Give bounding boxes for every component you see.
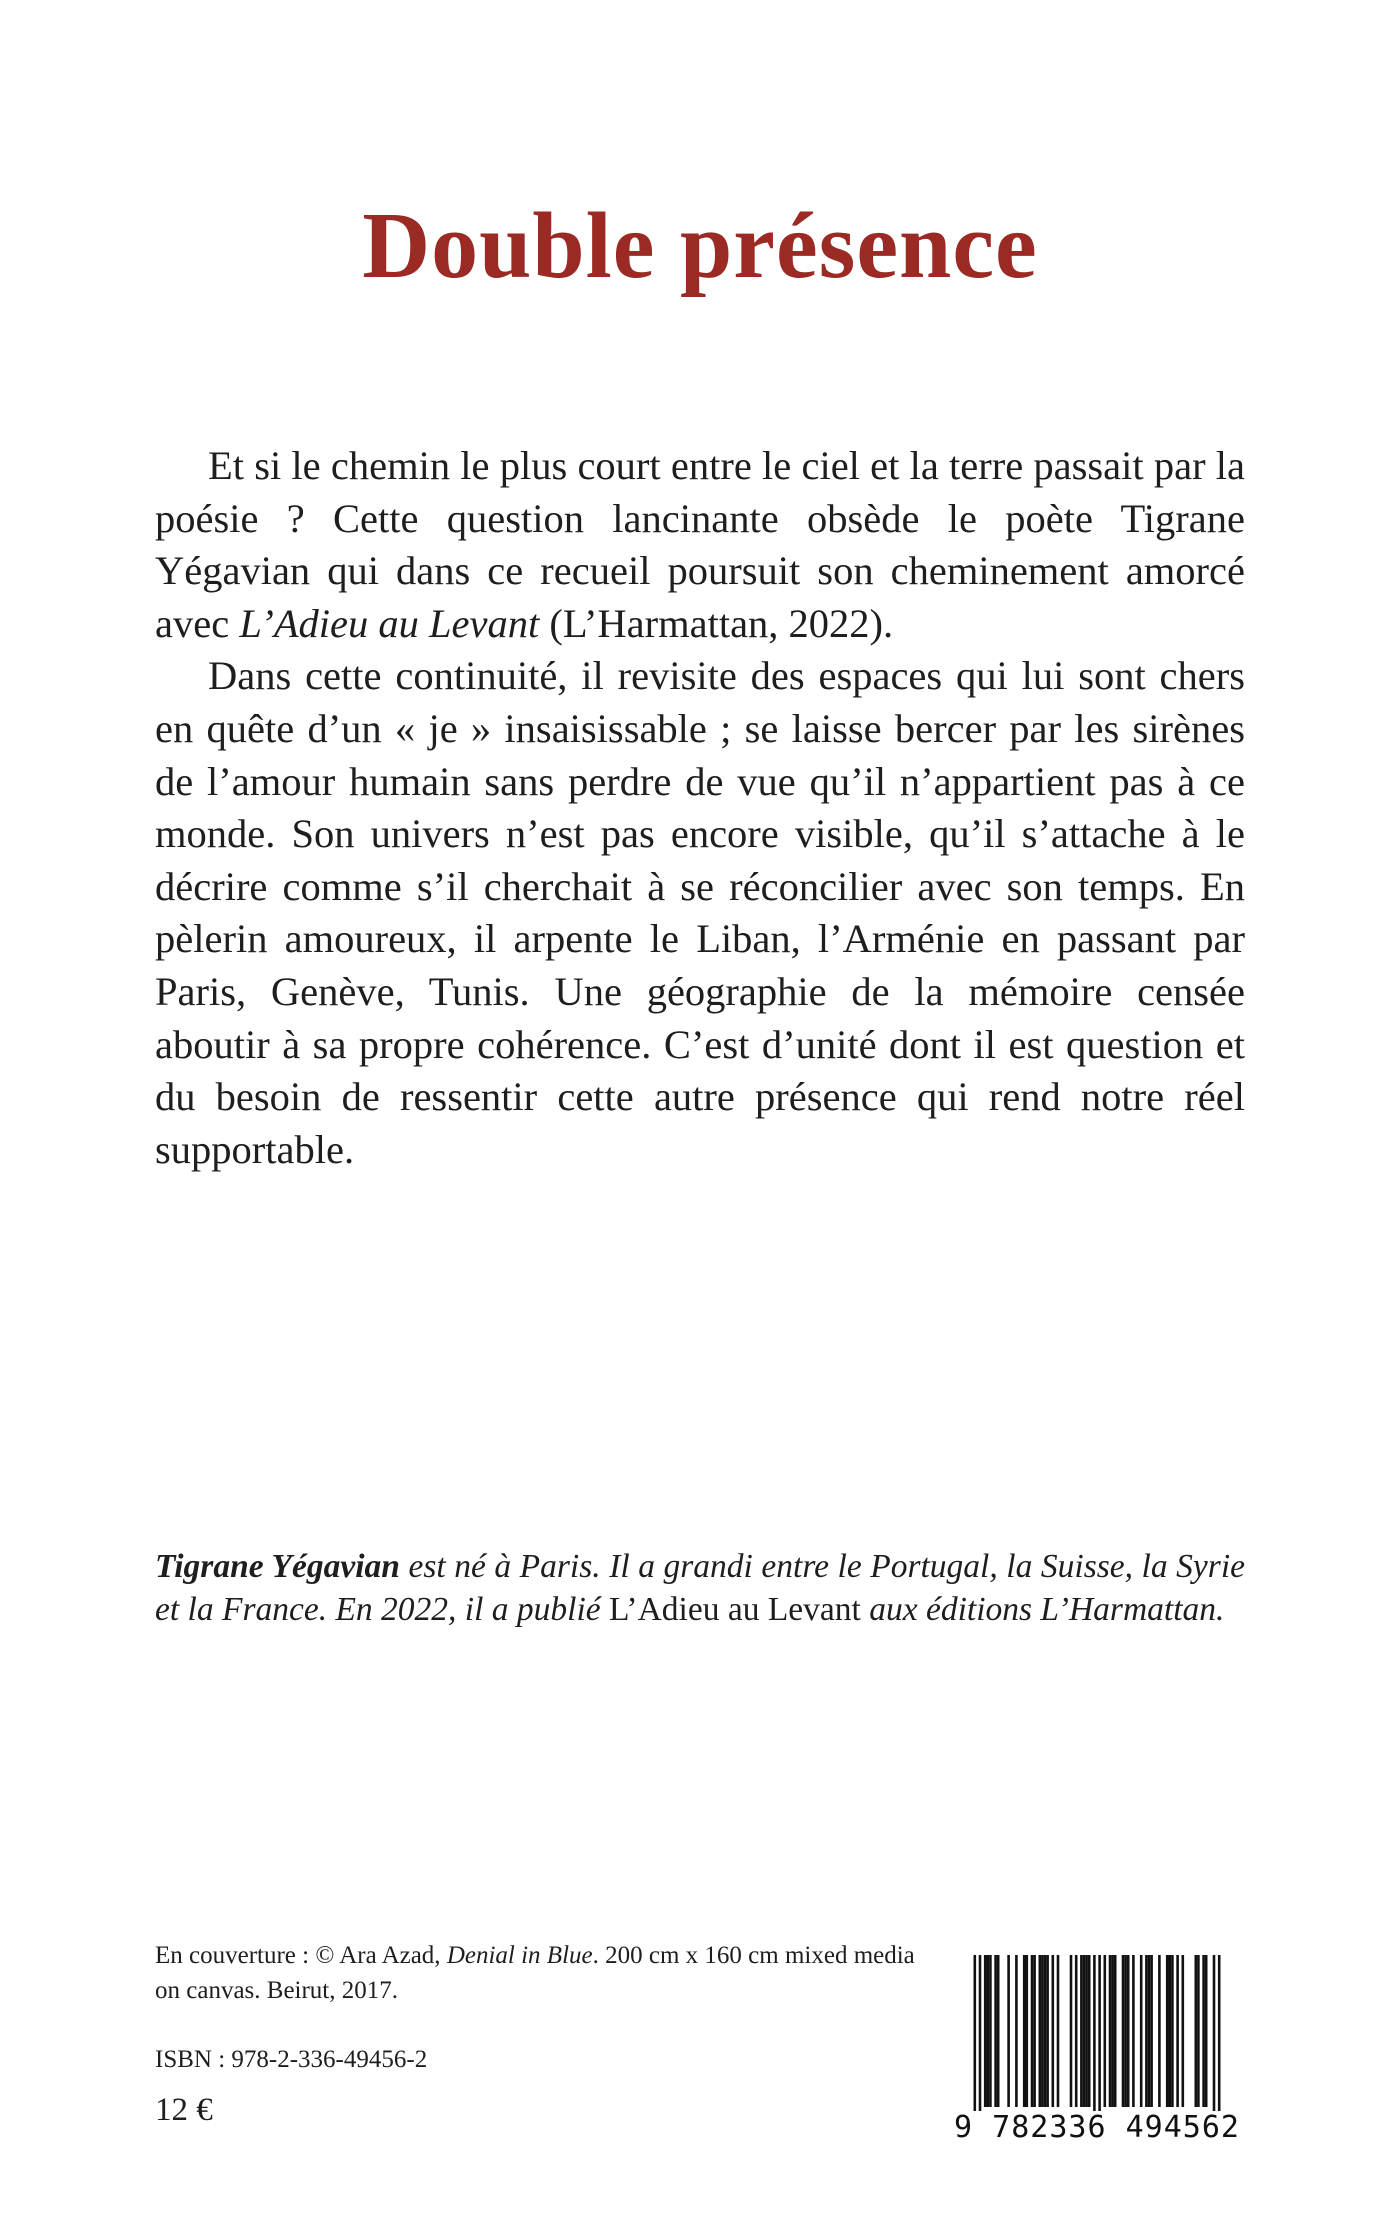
barcode-bar bbox=[1015, 1955, 1018, 2107]
barcode-bar bbox=[974, 1955, 977, 2115]
barcode-bars bbox=[947, 1955, 1247, 2115]
barcode-bar bbox=[1132, 1955, 1135, 2107]
barcode-bar bbox=[1085, 1955, 1088, 2107]
barcode-bar bbox=[1171, 1955, 1174, 2107]
barcode-bar bbox=[1031, 1955, 1034, 2107]
author-name: Tigrane Yégavian bbox=[155, 1548, 400, 1585]
barcode-bar bbox=[1166, 1955, 1169, 2107]
barcode-bar bbox=[987, 1955, 990, 2107]
barcode-bar bbox=[1070, 1955, 1073, 2107]
blurb-paragraph-1 bbox=[155, 440, 1245, 650]
barcode-bar bbox=[997, 1955, 1000, 2107]
book-title: Double présence bbox=[362, 193, 1038, 298]
blurb-p1-start: Et si le chemin le plus court entre le ciel et la terre passait par la poésie ? Cette question lancinante obsède le poète Tigrane Yégavian qui dans ce recueil poursuit son cheminement amorcé avec bbox=[155, 443, 1245, 646]
barcode-bar bbox=[1202, 1955, 1205, 2107]
barcode-bar bbox=[1044, 1955, 1047, 2107]
barcode-bar bbox=[1041, 1955, 1044, 2107]
credits-artwork-title: Denial in Blue bbox=[446, 1942, 593, 1969]
barcode-bar bbox=[1218, 1955, 1221, 2115]
barcode-bar bbox=[1098, 1955, 1101, 2115]
barcode-bar bbox=[1083, 1955, 1086, 2107]
cover-credits bbox=[155, 1938, 915, 2008]
barcode-bar bbox=[1145, 1955, 1148, 2107]
blurb-paragraph-2: Dans cette continuité, il revisite des espaces qui lui sont chers en quête d’un « je » insaisissable ; se laisse bercer par les sirènes de l’amour humain sans perdre de vue qu’il n’appartient pas à ce monde. Son univers n’est pas encore visible, qu’il s’attache à le décrire comme s’il cherchait à se réconcilier avec son temps. En pèlerin amoureux, il arpente le Liban, l’Arménie en passant par Paris, Genève, Tunis. Une géographie de la mémoire censée aboutir à sa propre cohérence. C’est d’unité dont il est question et du besoin de ressentir cette autre présence qui rend notre réel supportable. bbox=[155, 653, 1245, 1172]
barcode-bar bbox=[1109, 1955, 1112, 2107]
barcode-bar bbox=[1195, 1955, 1198, 2107]
barcode-bar bbox=[994, 1955, 997, 2107]
barcode-bar bbox=[1140, 1955, 1143, 2107]
barcode-bar bbox=[1046, 1955, 1049, 2107]
barcode-bar bbox=[1124, 1955, 1127, 2107]
barcode-bar bbox=[1197, 1955, 1200, 2107]
barcode-bar bbox=[1075, 1955, 1078, 2107]
credits-prefix: En couverture : © Ara Azad, bbox=[155, 1942, 447, 1969]
barcode-bar bbox=[1127, 1955, 1130, 2107]
barcode-bar bbox=[1088, 1955, 1091, 2107]
barcode-bar bbox=[1039, 1955, 1042, 2107]
back-cover-blurb bbox=[155, 440, 1245, 1176]
bio-text-2: aux éditions L’Harmattan. bbox=[860, 1591, 1225, 1628]
barcode-bar bbox=[1052, 1955, 1055, 2107]
barcode-bar bbox=[1026, 1955, 1029, 2107]
barcode-bar bbox=[984, 1955, 987, 2107]
barcode-bar bbox=[1169, 1955, 1172, 2107]
barcode-bar bbox=[1023, 1955, 1026, 2107]
blurb-p1-book-title: L’Adieu au Levant bbox=[239, 600, 540, 646]
price-text: 12 € bbox=[155, 2092, 213, 2128]
barcode-bar bbox=[1150, 1955, 1153, 2107]
barcode-bar bbox=[1114, 1955, 1117, 2107]
barcode-bar bbox=[1213, 1955, 1216, 2115]
barcode-bar bbox=[1148, 1955, 1151, 2107]
barcode-bar bbox=[1080, 1955, 1083, 2107]
barcode-bar bbox=[1093, 1955, 1096, 2115]
credits-suffix: . 200 cm x 160 cm mixed media on canvas. Beirut, 2017. bbox=[155, 1942, 915, 2004]
isbn-barcode bbox=[947, 1955, 1247, 2145]
barcode-bar bbox=[1122, 1955, 1125, 2107]
barcode-bar bbox=[1007, 1955, 1010, 2107]
barcode-bar bbox=[1104, 1955, 1107, 2107]
barcode-bar bbox=[989, 1955, 992, 2107]
author-bio bbox=[155, 1545, 1245, 1631]
isbn-text: ISBN : 978-2-336-49456-2 bbox=[155, 2046, 428, 2073]
blurb-p1-end: (L’Harmattan, 2022). bbox=[539, 600, 894, 646]
barcode-bar bbox=[1057, 1955, 1060, 2107]
barcode-bar bbox=[1158, 1955, 1161, 2107]
barcode-bar bbox=[1176, 1955, 1179, 2107]
barcode-bar bbox=[979, 1955, 982, 2115]
barcode-bar bbox=[1182, 1955, 1185, 2107]
barcode-bar bbox=[1205, 1955, 1208, 2107]
barcode-digits: 9 782336 494562 bbox=[947, 2111, 1247, 2145]
bio-book-title: L’Adieu au Levant bbox=[609, 1591, 861, 1628]
bio-text-1: est né à Paris. Il a grandi entre le Portugal, la Suisse, la Syrie et la France. En 2022, il a publié bbox=[155, 1548, 1245, 1628]
barcode-bar bbox=[1111, 1955, 1114, 2107]
barcode-bar bbox=[1033, 1955, 1036, 2107]
